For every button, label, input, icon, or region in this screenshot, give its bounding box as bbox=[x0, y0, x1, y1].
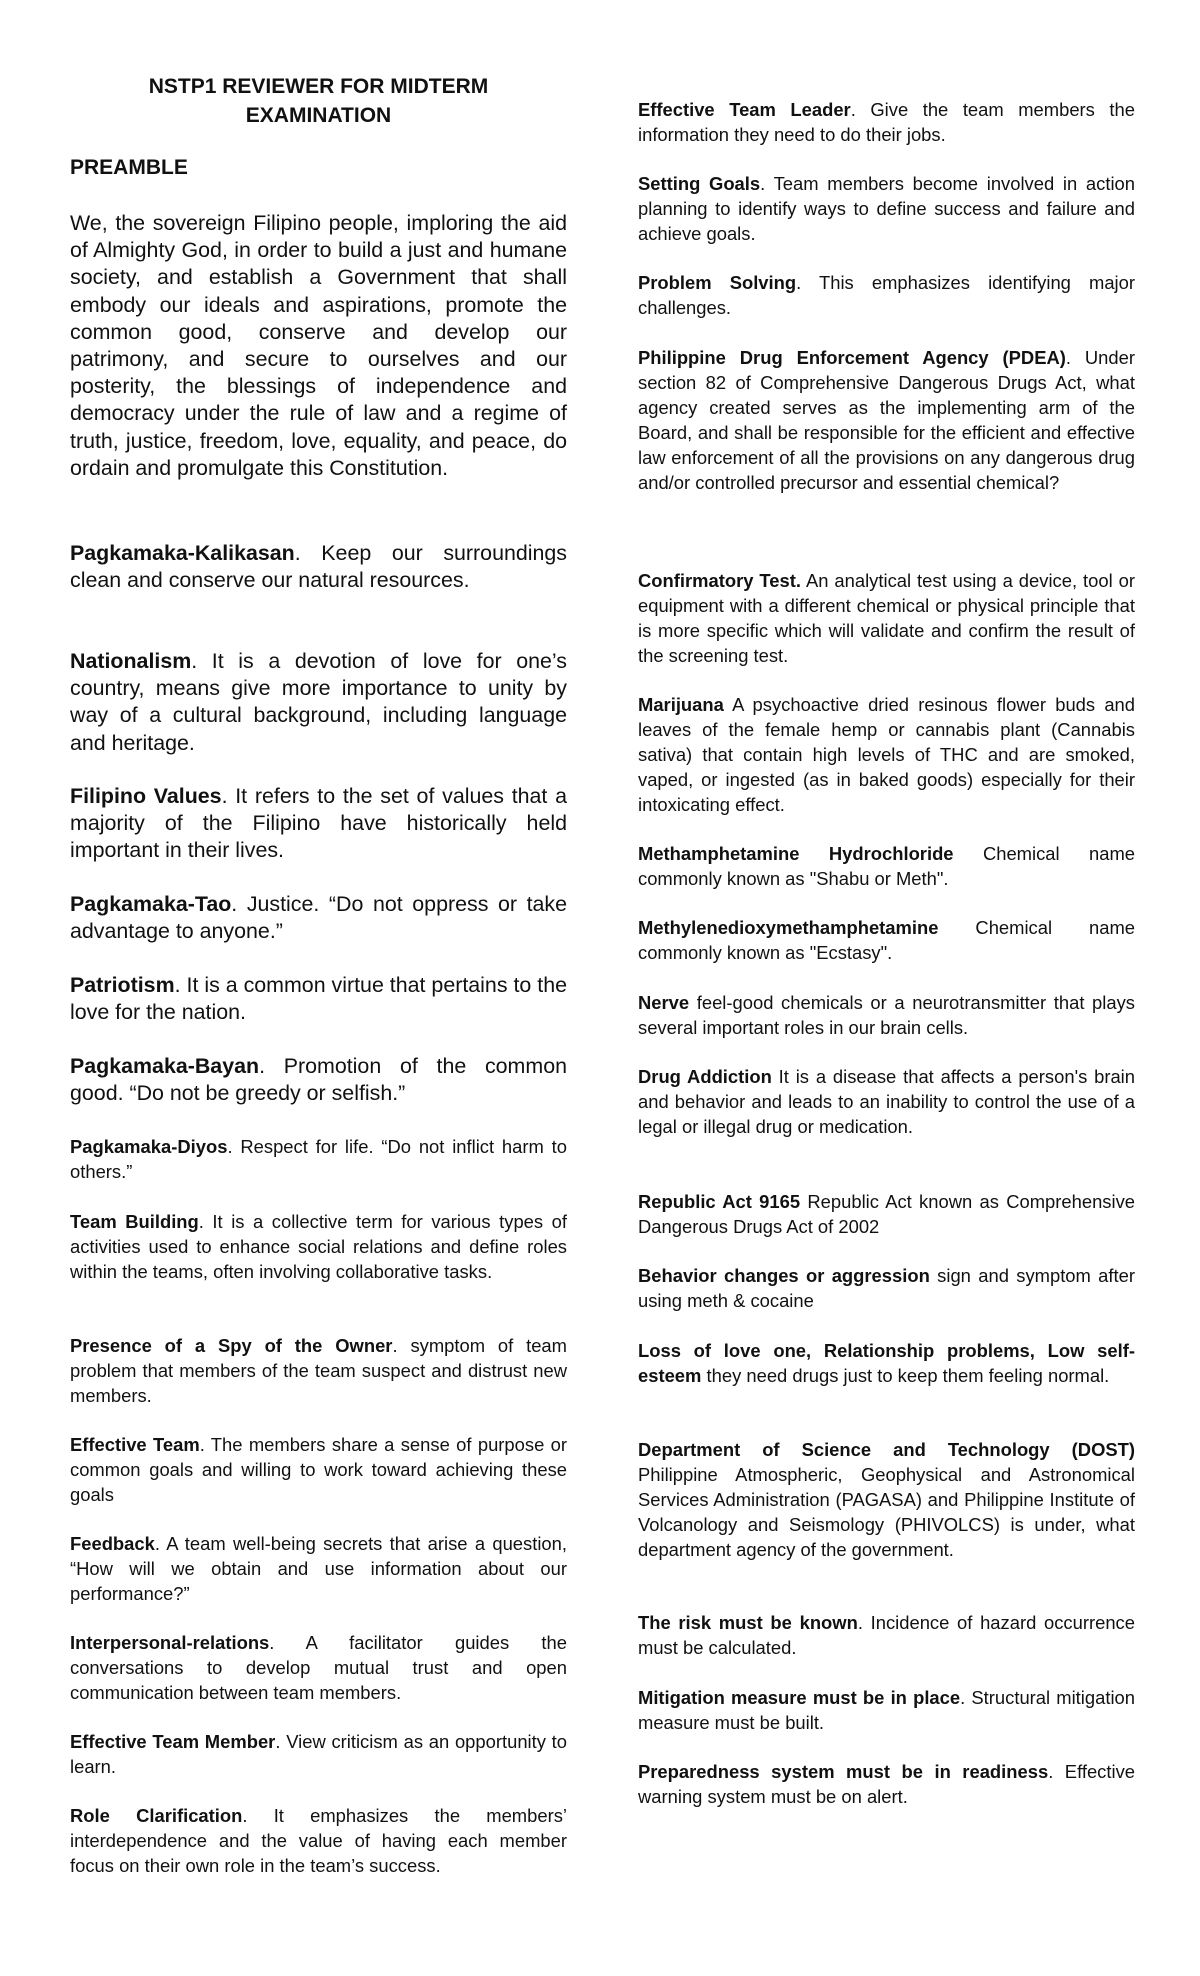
entry-term: Filipino Values bbox=[70, 784, 222, 808]
entry-term: Preparedness system must be in readiness bbox=[638, 1761, 1049, 1782]
entry-text: Republic Act known as Comprehensive Dangerous Drugs Act of 2002 bbox=[638, 1191, 1135, 1237]
entry-behavior-changes bbox=[638, 1263, 1135, 1313]
entry-text: . Team members become involved in action planning to identify ways to define success and failure and achieve goals. bbox=[638, 173, 1135, 244]
entry-text: Philippine Atmospheric, Geophysical and Astronomical Services Administration (PAGASA) and Philippine Institute of Volcanology and Seismology (PHIVOLCS) is under, what department agency of the government. bbox=[638, 1464, 1135, 1560]
entry-effective-team-leader bbox=[638, 97, 1135, 147]
entry-term: Team Building bbox=[70, 1211, 199, 1232]
entry-role-clarification bbox=[70, 1803, 567, 1878]
entry-text: . Promotion of the common good. “Do not be greedy or selfish.” bbox=[70, 1054, 567, 1106]
entry-term: Methamphetamine Hydrochloride bbox=[638, 843, 954, 864]
entry-text: . A facilitator guides the conversations to develop mutual trust and open communication between team members. bbox=[70, 1632, 567, 1703]
entry-drug-addiction bbox=[638, 1064, 1135, 1139]
entry-text: feel-good chemicals or a neurotransmitter that plays several important roles in our brain cells. bbox=[638, 992, 1135, 1038]
entry-term: Setting Goals bbox=[638, 173, 761, 194]
entry-text: . View criticism as an opportunity to learn. bbox=[70, 1731, 568, 1777]
entry-pagkamaka-tao bbox=[70, 891, 567, 945]
entry-term: Pagkamaka-Diyos bbox=[70, 1136, 228, 1157]
entry-pagkamaka-diyos bbox=[70, 1134, 567, 1184]
entry-text: An analytical test using a device, tool or equipment with a different chemical or physical principle that is more specific which will validate and confirm the result of the screening test. bbox=[638, 570, 1135, 666]
entry-text: . It refers to the set of values that a majority of the Filipino have historically held important in their lives. bbox=[70, 784, 568, 863]
entry-nerve bbox=[638, 990, 1135, 1040]
entry-term: Department of Science and Technology (DOST) bbox=[638, 1439, 1135, 1460]
entry-text: . It is a common virtue that pertains to the love for the nation. bbox=[70, 973, 567, 1025]
entry-methamphetamine bbox=[638, 841, 1135, 891]
entry-interpersonal-relations bbox=[70, 1630, 567, 1705]
document-title bbox=[70, 72, 567, 130]
preamble-text: We, the sovereign Filipino people, imploring the aid of Almighty God, in order to build a just and humane society, and establish a Government that shall embody our ideals and aspirations, promote the common good, conserve and develop our patrimony, and secure to ourselves and our posterity, the blessings of independence and democracy under the rule of law and a regime of truth, justice, freedom, love, equality, and peace, do ordain and promulgate this Constitution. bbox=[70, 211, 567, 480]
entry-term: Role Clarification bbox=[70, 1805, 243, 1826]
entry-text: . The members share a sense of purpose or common goals and willing to work toward achieving these goals bbox=[70, 1434, 567, 1505]
entry-term: Pagkamaka-Tao bbox=[70, 892, 232, 916]
entry-text: . symptom of team problem that members of the team suspect and distrust new members. bbox=[70, 1335, 567, 1406]
entry-text: . It is a collective term for various types of activities used to enhance social relations and define roles within the teams, often involving collaborative tasks. bbox=[70, 1211, 567, 1282]
entry-problem-solving bbox=[638, 270, 1135, 320]
entry-text: . This emphasizes identifying major challenges. bbox=[638, 272, 1135, 318]
title-line-1: NSTP1 REVIEWER FOR MIDTERM bbox=[148, 75, 489, 98]
entry-text: Chemical name commonly known as "Shabu or Meth". bbox=[638, 843, 1135, 889]
entry-team-building bbox=[70, 1209, 567, 1284]
entry-confirmatory-test bbox=[638, 568, 1135, 668]
entry-pdea bbox=[638, 345, 1135, 495]
entry-term: Feedback bbox=[70, 1533, 155, 1554]
entry-spy-of-owner bbox=[70, 1333, 567, 1408]
entry-term: Loss of love one, Relationship problems, Low self-esteem bbox=[638, 1340, 1135, 1386]
entry-term: Drug Addiction bbox=[638, 1066, 772, 1087]
entry-term: Behavior changes or aggression bbox=[638, 1265, 930, 1286]
entry-text: . Respect for life. “Do not inflict harm to others.” bbox=[70, 1136, 567, 1182]
entry-term: Problem Solving bbox=[638, 272, 797, 293]
entry-term: Nerve bbox=[638, 992, 690, 1013]
entry-term: Interpersonal-relations bbox=[70, 1632, 270, 1653]
entry-term: Philippine Drug Enforcement Agency (PDEA) bbox=[638, 347, 1066, 368]
entry-effective-team bbox=[70, 1432, 567, 1507]
entry-effective-team-member bbox=[70, 1729, 567, 1779]
entry-text: sign and symptom after using meth & cocaine bbox=[638, 1265, 1135, 1311]
entry-dost bbox=[638, 1437, 1135, 1562]
entry-term: Nationalism bbox=[70, 649, 192, 673]
entry-mdma bbox=[638, 915, 1135, 965]
entry-text: . It emphasizes the members’ interdependence and the value of having each member focus on their own role in the team’s success. bbox=[70, 1805, 567, 1876]
entry-term: Methylenedioxymethamphetamine bbox=[638, 917, 939, 938]
entry-patriotism bbox=[70, 972, 567, 1026]
entry-text: . A team well-being secrets that arise a question, “How will we obtain and use information about our performance?” bbox=[70, 1533, 567, 1604]
entry-text: they need drugs just to keep them feeling normal. bbox=[701, 1365, 1110, 1386]
entry-pagkamaka-bayan bbox=[70, 1053, 567, 1107]
entry-filipino-values bbox=[70, 783, 567, 865]
entry-term: Confirmatory Test. bbox=[638, 570, 801, 591]
entry-term: Republic Act 9165 bbox=[638, 1191, 801, 1212]
entry-mitigation-measure bbox=[638, 1685, 1135, 1735]
entry-text: . It is a devotion of love for one’s country, means give more importance to unity by way of a cultural background, including language and heritage. bbox=[70, 649, 567, 755]
entry-loss-of-love-one bbox=[638, 1338, 1135, 1388]
entry-term: Mitigation measure must be in place bbox=[638, 1687, 961, 1708]
entry-term: Presence of a Spy of the Owner bbox=[70, 1335, 393, 1356]
entry-term: The risk must be known bbox=[638, 1612, 858, 1633]
entry-text: . Justice. “Do not oppress or take advantage to anyone.” bbox=[70, 892, 567, 944]
entry-text: . Effective warning system must be on alert. bbox=[638, 1761, 1135, 1807]
entry-text: It is a disease that affects a person's brain and behavior and leads to an inability to control the use of a legal or illegal drug or medication. bbox=[638, 1066, 1135, 1137]
entry-preparedness-system bbox=[638, 1759, 1135, 1809]
entry-term: Effective Team Member bbox=[70, 1731, 276, 1752]
entry-text: . Keep our surroundings clean and conserve our natural resources. bbox=[70, 541, 567, 593]
entry-text: . Structural mitigation measure must be built. bbox=[638, 1687, 1135, 1733]
entry-text: Chemical name commonly known as "Ecstasy". bbox=[638, 917, 1135, 963]
title-line-2: EXAMINATION bbox=[245, 104, 392, 127]
entry-pagkamaka-kalikasan bbox=[70, 540, 567, 594]
entry-nationalism bbox=[70, 648, 567, 757]
entry-setting-goals bbox=[638, 171, 1135, 246]
entry-term: Effective Team Leader bbox=[638, 99, 851, 120]
entry-term: Effective Team bbox=[70, 1434, 200, 1455]
entry-text: . Under section 82 of Comprehensive Dangerous Drugs Act, what agency created serves as the implementing arm of the Board, and shall be responsible for the efficient and effective law enforcement of all the provisions on any dangerous drug and/or controlled precursor and essential chemical? bbox=[638, 347, 1135, 493]
entry-text: . Incidence of hazard occurrence must be calculated. bbox=[638, 1612, 1135, 1658]
entry-term: Marijuana bbox=[638, 694, 724, 715]
entry-text: A psychoactive dried resinous flower buds and leaves of the female hemp or cannabis plant (Cannabis sativa) that contain high levels of THC and are smoked, vaped, or ingested (as in baked goods) especially for their intoxicating effect. bbox=[638, 694, 1135, 815]
entry-term: Pagkamaka-Bayan bbox=[70, 1054, 260, 1078]
entry-ra-9165 bbox=[638, 1189, 1135, 1239]
entry-term: Patriotism bbox=[70, 973, 175, 997]
entry-risk-must-be-known bbox=[638, 1610, 1135, 1660]
entry-term: Pagkamaka-Kalikasan bbox=[70, 541, 295, 565]
entry-feedback bbox=[70, 1531, 567, 1606]
preamble-heading: PREAMBLE bbox=[70, 156, 188, 179]
entry-text: . Give the team members the information they need to do their jobs. bbox=[638, 99, 1135, 145]
entry-marijuana bbox=[638, 692, 1135, 817]
